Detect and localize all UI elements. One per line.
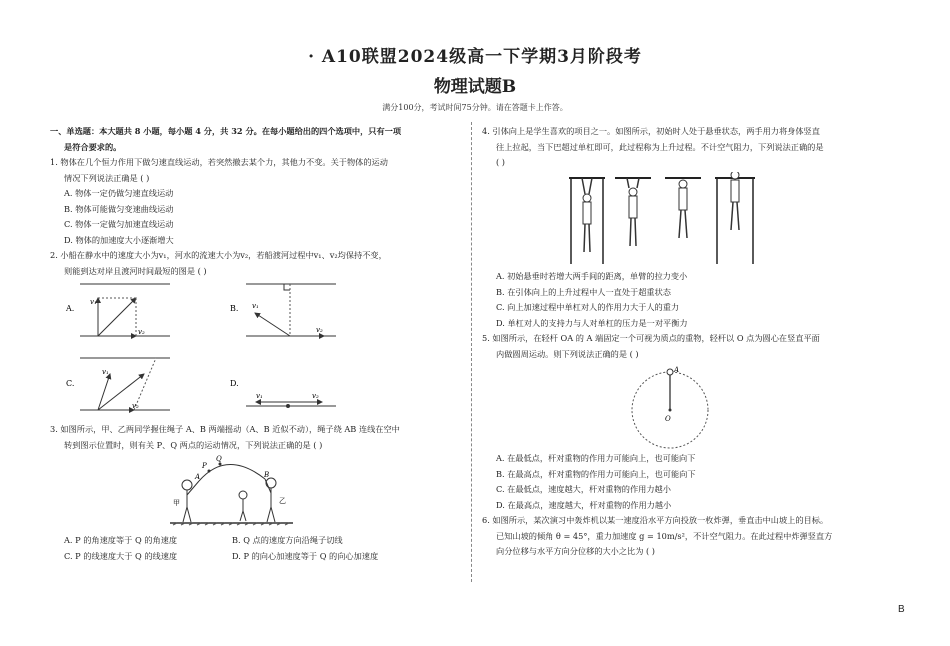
q2-label-b: B. [230,304,239,313]
q3-label-q: Q [216,455,222,463]
q4-stem: 4. 引体向上是学生喜欢的项目之一。如图所示，初始时人处于悬垂状态，两手用力将身体竖直 [482,126,820,136]
q3-stem-cont: 转到图示位置时，则有关 P、Q 两点的运动情况，下列说法正确的是 ( ) [64,439,323,450]
q4-block [482,124,902,171]
exam-title: · A10联盟2024级高一下学期3月阶段考 [308,47,642,67]
q5-mass [667,369,673,375]
q2a-resultant-arrow [98,298,136,336]
q5-options [482,451,902,560]
section-heading: 一、单选题：本大题共 8 小题，每小题 4 分，共 32 分。在每小题给出的四个选项中，只有一项 [50,126,402,136]
q1-stem: 1. 物体在几个恒力作用下做匀速直线运动，若突然撤去某个力，其他力不变。关于物体的运动 [50,157,388,167]
q3-person-jia [182,480,199,522]
q4-option-d: D. 单杠对人的支持力与人对单杠的压力是一对平衡力 [496,317,688,328]
q3-option-d: D. P 的向心加速度等于 Q 的向心加速度 [232,550,379,561]
q2-label-c: C. [66,379,75,388]
left-column [50,124,460,279]
q2c-v1-label: v₁ [102,368,109,376]
section-heading-cont: 是符合要求的。 [64,141,122,152]
q2-figure [60,278,420,418]
q4-person-4 [731,172,739,230]
q2a-v1-label: v₁ [90,298,97,306]
q5-figure [625,364,715,450]
q6-stem-cont: 已知山坡的倾角 θ = 45°，重力加速度 g = 10m/s²，不计空气阻力。在此过程中炸弹竖直方 [496,530,833,541]
q2-stem: 2. 小船在静水中的速度大小为v₁，河水的流速大小为v₂，若船渡河过程中v₁、v₂均保持不变， [50,250,387,260]
q5-option-a: A. 在最低点，杆对重物的作用力可能向上，也可能向下 [496,453,696,463]
q3-child [239,491,247,521]
q1-option-d: D. 物体的加速度大小逐渐增大 [64,234,174,245]
exam-instructions: 满分100分，考试时间75分钟。请在答题卡上作答。 [382,103,568,112]
q2d-boat-dot [286,404,290,408]
exam-subject-title: 物理试题B [433,77,517,97]
column-divider [471,122,472,582]
q5-label-o: O [665,415,671,423]
q2-label-d: D. [230,379,239,388]
q5-center [669,409,672,412]
q1-option-c: C. 物体一定做匀加速直线运动 [64,219,174,229]
q4-bar-1 [569,178,605,264]
q3-label-yi: 乙 [279,497,286,505]
q3-label-a: A [195,473,201,481]
q3-label-p: P [202,462,207,470]
q6-stem: 6. 如图所示，某次演习中轰炸机以某一速度沿水平方向投放一枚炸弹，垂直击中山坡上的目标。 [482,515,829,525]
q4-person-1 [582,178,592,252]
q2d-v2-label: v₂ [312,392,319,400]
q3-label-b: B [264,471,270,479]
q3-options-right [232,533,462,564]
q5-option-c: C. 在最低点，速度越大，杆对重物的作用力越小 [496,484,671,494]
q2c-v2-label: v₂ [132,402,139,410]
q2d-v1-label: v₁ [256,392,263,400]
q3-options-left [64,533,244,564]
q2b-right-angle [284,284,290,290]
q3-point-p [208,470,211,473]
q3-rope [199,464,265,481]
q5-stem-cont: 内做圆周运动。则下列说法正确的是 ( ) [496,348,639,359]
q4-stem-cont2: ( ) [496,157,505,167]
q3-figure [165,455,300,527]
q1-option-a: A. 物体一定仍做匀速直线运动 [64,188,174,198]
q2a-v2-label: v₂ [138,328,145,336]
q5-label-a: A [674,366,680,374]
q3-label-jia: 甲 [173,499,180,507]
q3-stem: 3. 如图所示，甲、乙两同学握住绳子 A、B 两端摇动（A、B 近似不动），绳子绕 AB 连线在空中 [50,424,400,434]
q4-person-2 [627,178,639,246]
q3-person-yi [265,478,276,522]
q2-label-a: A. [66,304,75,313]
page-marker: B [898,604,905,615]
q5-option-b: B. 在最高点，杆对重物的作用力可能向上，也可能向下 [496,468,696,479]
q4-options [482,269,902,362]
q4-option-c: C. 向上加速过程中单杠对人的作用力大于人的重力 [496,302,680,312]
q4-stem-cont: 往上拉起，当下巴超过单杠即可，此过程称为上升过程。不计空气阻力，下列说法正确的是 [496,141,824,152]
q2c-v1-arrow [98,374,110,410]
q3-option-b: B. Q 点的速度方向沿绳子切线 [232,535,343,545]
q4-person-3 [679,180,687,238]
q5-stem: 5. 如图所示，在轻杆 OA 的 A 端固定一个可视为质点的重物，轻杆以 O 点为圆心在竖直平面 [482,333,820,343]
q4-figure [565,172,760,266]
q4-option-b: B. 在引体向上的上升过程中人一直处于超重状态 [496,286,671,297]
q2b-v2-label: v₂ [316,326,323,334]
q3-option-a: A. P 的角速度等于 Q 的角速度 [64,535,178,545]
q1-option-b: B. 物体可能做匀变速曲线运动 [64,203,174,214]
q2b-v1-arrow [255,313,290,336]
q5-option-d: D. 在最高点，速度越大，杆对重物的作用力越小 [496,499,672,510]
q3-block [50,422,460,453]
q2b-v1-label: v₁ [252,302,259,310]
q4-bar-4 [715,178,755,264]
q3-option-c: C. P 的线速度大于 Q 的线速度 [64,550,178,561]
q4-option-a: A. 初始悬垂时若增大两手间的距离，单臂的拉力变小 [496,271,688,281]
q6-stem-cont2: 向分位移与水平方向分位移的大小之比为 ( ) [496,546,655,556]
q2-stem-cont: 则能到达对岸且渡河时间最短的图是 ( ) [64,265,207,276]
q1-stem-cont: 情况下列说法正确是 ( ) [64,172,150,183]
